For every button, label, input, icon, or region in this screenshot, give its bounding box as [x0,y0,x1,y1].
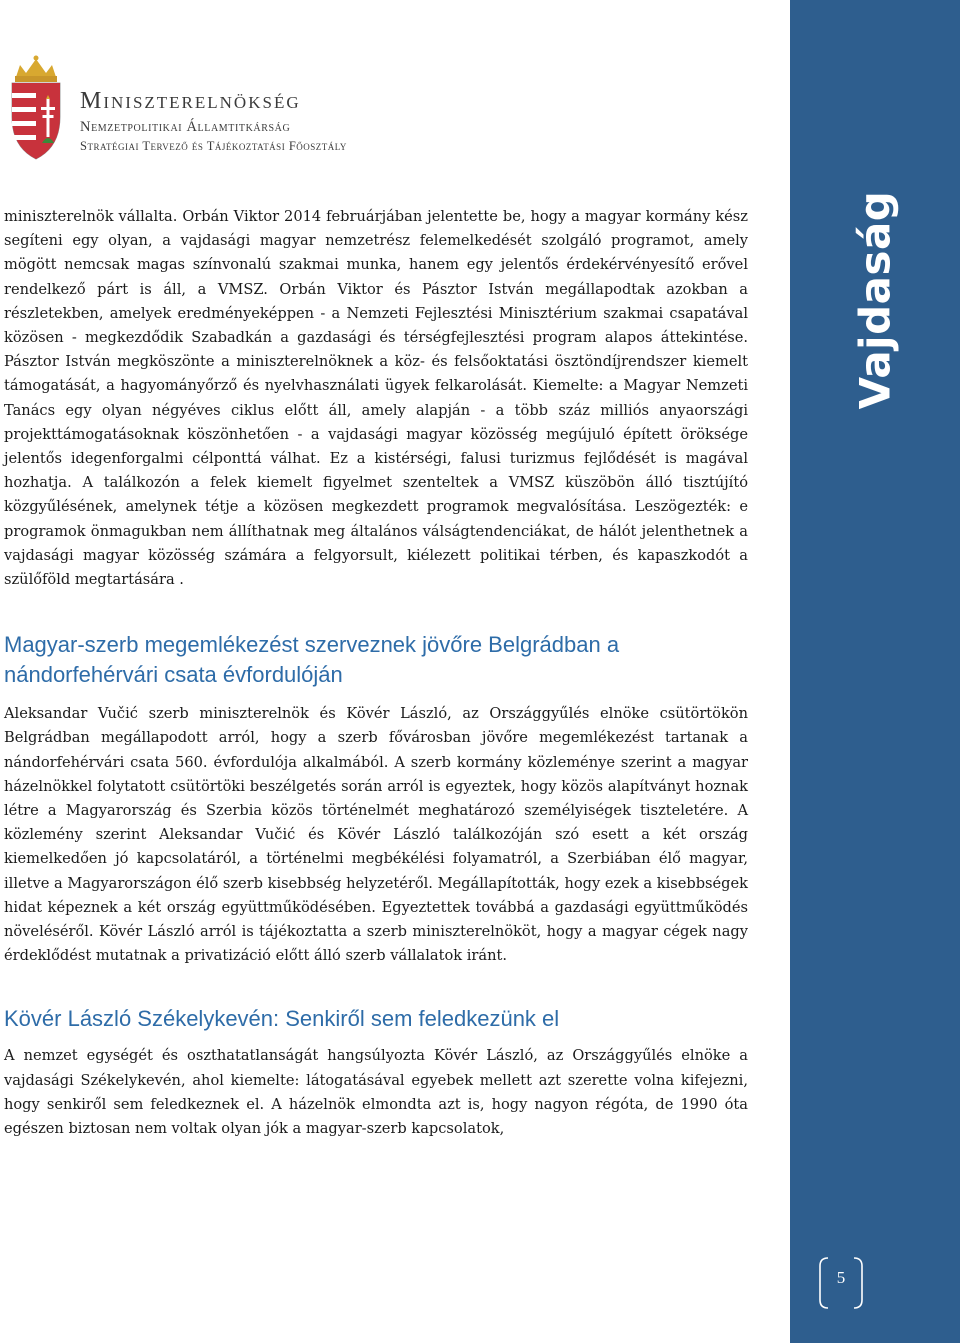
article2-body: Aleksandar Vučić szerb miniszterelnök és Kövér László, az Országgyűlés elnöke csütörtökön Belgrádban megállapodott arról, hogy a szerb fővárosban jövőre megemlékezést tartanak a nándorfehérvári csata 560. évfordulója alkalmából. A szerb kormány közleménye szerint a magyar házelnökkel folytatott csütörtöki beszélgetés során arról is egyeztek, hogy közös alapítványt hoznak létre a Magyarország és Szerbia közös történelmét meghatározó személyiségek tiszteletére. A közlemény szerint Aleksandar Vučić és Kövér László találkozóján szó esett a két ország kiemelkedően jó kapcsolatáról, a történelmi megbékélési folyamatról, a Szerbiában élő magyar, illetve a Magyarországon élő szerb kisebbség helyzetéről. Megállapították, hogy ezek a kisebbségek hidat képeznek a két ország együttműködésében. Egyeztettek továbbá a gazdasági együttműködés növeléséről. Kövér László arról is tájékoztatta a szerb miniszterelnököt, hogy a magyar cégek nagy érdeklődést mutatnak a privatizáció előtt álló szerb vállalatok iránt. [4,705,748,965]
page-number: 5 [836,1268,846,1287]
section-label: Vajdaság [850,190,900,410]
ministry-name: Miniszterelnökség [80,88,301,114]
header-logo [0,55,420,165]
logo-text-block [80,87,347,155]
article3-body: A nemzet egységét és oszthatatlanságát hangsúlyozta Kövér László, az Országgyűlés elnöke a vajdasági Székelykevén, ahol kiemelte: látogatásával egyebek mellett azt szerette volna kifejezni, hogy senkiről sem feledkeznek el. A házelnök elmondta azt is, hogy nagyon régóta, de 1990 óta egészen biztosan nem voltak olyan jók a magyar-szerb kapcsolatok, [4,1047,748,1138]
department-name: Stratégiai Tervező és Tájékoztatási Főosztály [80,139,347,153]
main-content [4,205,748,1141]
secretariat-name: Nemzetpolitikai Államtitkárság [80,119,291,135]
article1-body: miniszterelnök vállalta. Orbán Viktor 2014 februárjában jelentette be, hogy a magyar kormány kész segíteni egy olyan, a vajdasági magyar nemzetrész felemelkedését szolgáló programot, amely mögött nemcsak magas színvonalú szakmai munka, hanem egy jelentős érdekérvényesítő erővel rendelkező párt is áll, a VMSZ. Orbán Viktor és Pásztor István megállapodtak azokban a részletekben, amelyek eredményeképpen - a Nemzeti Fejlesztési Minisztérium szakmai csapatával közösen - megkezdődik Szabadkán a gazdasági és térségfejlesztési program alapos áttekintése. Pásztor István megköszönte a miniszterelnöknek a köz- és felsőoktatási ösztöndíjrendszer kiemelt támogatását, a hagyományőrző és nyelvhasználati ügyek felkarolását. Kiemelte: a Magyar Nemzeti Tanács egy olyan négyéves ciklus előtt áll, amely alapján - a több száz milliós anyaországi projekttámogatásoknak köszönhetően - a vajdasági magyar közösség megújuló épített öröksége jelentős idegenforgalmi célponttá válhat. Ez a kistérségi, falusi turizmus fejlődését is magával hozhatja. A találkozón a felek kiemelt figyelmet szenteltek a VMSZ küszöbön álló tisztújító közgyűlésének, amelynek tétje a közösen megkezdett programok megvalósítása. Leszögezték: e programok önmagukban nem állíthatnak meg általános válságtendenciákat, de hálót jelenthetnek a vajdasági magyar közösség számára a felgyorsult, kiélezett politikai térben, és kapaszkodót a szülőföld megtartására . [4,208,748,589]
article3-title: Kövér László Székelykevén: Senkiről sem feledkezünk el [4,1006,560,1032]
coat-of-arms-icon [4,55,68,165]
article2-title: Magyar-szerb megemlékezést szerveznek jövőre Belgrádban a nándorfehérvári csata évfordulóján [4,632,620,688]
